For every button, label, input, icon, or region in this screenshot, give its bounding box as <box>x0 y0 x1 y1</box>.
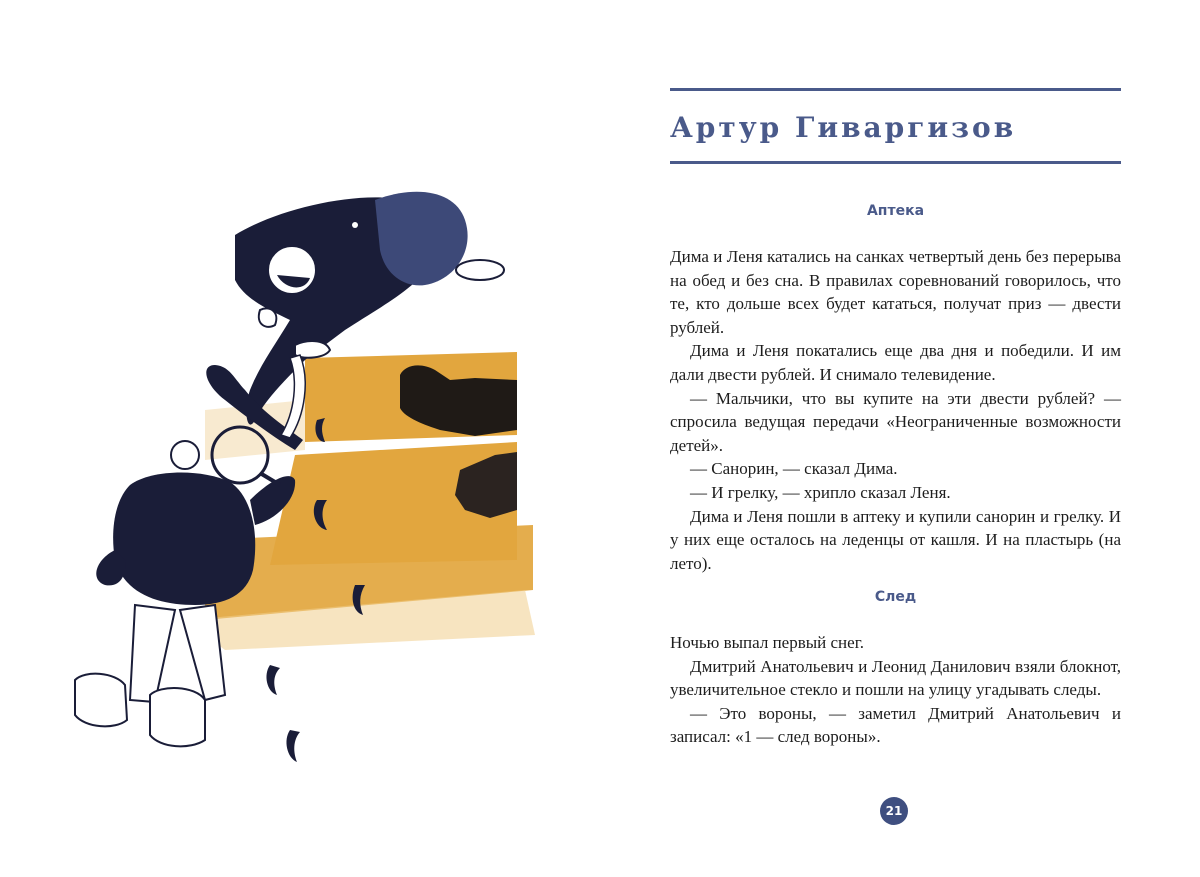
page-number: 21 <box>880 797 908 825</box>
story-paragraph: — И грелку, — хрипло сказал Леня. <box>690 482 951 502</box>
author-name: Артур Гиваргизов <box>670 111 1017 144</box>
story-paragraph: Ночью выпал первый снег. <box>670 633 864 652</box>
story-paragraph: Дима и Леня пошли в аптеку и купили санорин и грелку. И у них еще осталось на леденцы от кашля. И на пластырь (на лето). <box>670 506 1121 573</box>
author-header <box>670 88 1121 164</box>
right-page <box>600 0 1200 877</box>
story-apteka <box>670 200 1121 575</box>
story-paragraph: — Мальчики, что вы купите на эти двести рублей? — спросила ведущая передачи «Неограниченные возможности детей». <box>670 388 1121 455</box>
illustration <box>55 180 555 780</box>
story-paragraph: — Это вороны, — заметил Дмитрий Анатольевич и записал: «1 — след вороны». <box>670 703 1121 747</box>
bottom-rule <box>670 161 1121 164</box>
story-sled <box>670 586 1121 749</box>
story-title: Аптека <box>866 203 925 219</box>
story-title: След <box>874 589 917 605</box>
story-paragraph: — Санорин, — сказал Дима. <box>690 459 898 479</box>
story-paragraph: Дима и Леня катались на санках четвертый день без перерыва на обед и без сна. В правилах соревнований говорилось, что те, кто дольше всех будет кататься, получат приз — двести рублей. <box>670 247 1121 337</box>
story-paragraph: Дмитрий Анатольевич и Леонид Данилович взяли блокнот, увеличительное стекло и пошли на улицу угадывать следы. <box>670 656 1121 700</box>
story-paragraph: Дима и Леня покатались еще два дня и победили. И им дали двести рублей. И снимало телевидение. <box>670 341 1121 384</box>
